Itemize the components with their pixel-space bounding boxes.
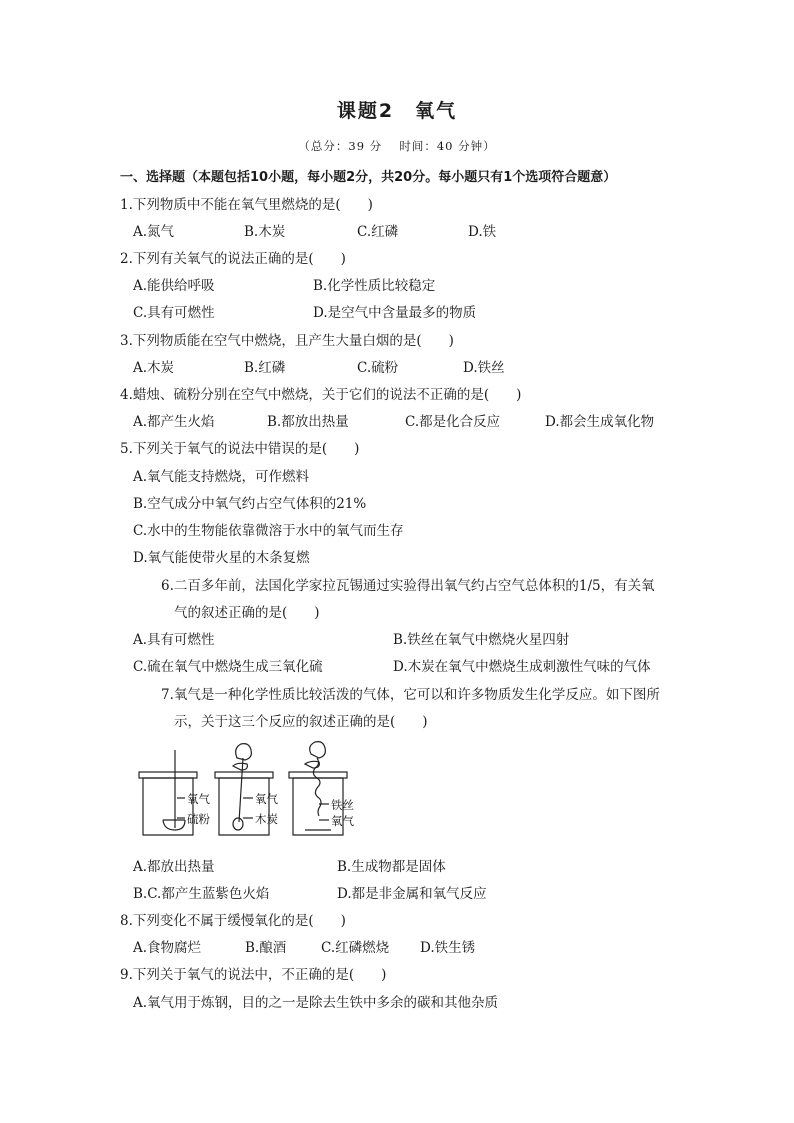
question-4-stem: 4.蜡烛、硫粉分别在空气中燃烧，关于它们的说法不正确的是( ) [120, 387, 522, 403]
question-2-option-b[interactable]: B.化学性质比较稳定 [313, 278, 436, 294]
question-1-option-c[interactable]: C.红磷 [357, 224, 399, 240]
question-1-option-d[interactable]: D.铁 [468, 224, 497, 240]
question-2-option-c[interactable]: C.具有可燃性 [133, 305, 215, 321]
question-8-option-a[interactable]: A.食物腐烂 [133, 940, 202, 956]
jar1-top-label: 氧气 [187, 792, 210, 806]
question-5-option-a[interactable]: A.氧气能支持燃烧，可作燃料 [133, 469, 310, 485]
question-6-option-d[interactable]: D.木炭在氧气中燃烧生成刺激性气味的气体 [393, 659, 651, 675]
question-6-option-b[interactable]: B.铁丝在氧气中燃烧火星四射 [393, 632, 570, 648]
question-5-option-c[interactable]: C.水中的生物能依靠微溶于水中的氧气而生存 [133, 523, 404, 539]
question-3-option-d[interactable]: D.铁丝 [463, 360, 505, 376]
question-8-option-d[interactable]: D.铁生锈 [420, 940, 476, 956]
jar3-bottom-label: 氧气 [331, 814, 354, 828]
question-1-stem: 1.下列物质中不能在氧气里燃烧的是( ) [120, 197, 373, 213]
question-4-option-a[interactable]: A.都产生火焰 [133, 414, 215, 430]
question-5-option-d[interactable]: D.氧气能使带火星的木条复燃 [133, 550, 310, 566]
section-heading: 一、选择题（本题包括10小题，每小题2分，共20分。每小题只有1个选项符合题意） [120, 170, 617, 185]
jar3-top-label: 铁丝 [331, 798, 354, 812]
question-5-option-b[interactable]: B.空气成分中氧气约占空气体积的21% [133, 496, 367, 512]
score-time-info: （总分：39 分 时间：40 分钟） [298, 139, 496, 153]
question-8-stem: 8.下列变化不属于缓慢氧化的是( ) [120, 913, 346, 929]
question-3-stem: 3.下列物质能在空气中燃烧，且产生大量白烟的是( ) [120, 333, 454, 349]
question-4-option-d[interactable]: D.都会生成氧化物 [545, 414, 655, 430]
question-4-option-c[interactable]: C.都是化合反应 [405, 414, 501, 430]
question-7-option-d[interactable]: D.都是非金属和氧气反应 [337, 886, 487, 902]
question-1-option-a[interactable]: A.氮气 [133, 224, 175, 240]
question-3-option-b[interactable]: B.红磷 [244, 360, 286, 376]
question-6-option-c[interactable]: C.硫在氧气中燃烧生成三氧化硫 [133, 659, 323, 675]
jar2-bottom-label: 木炭 [255, 812, 278, 826]
question-4-option-b[interactable]: B.都放出热量 [267, 414, 349, 430]
jar1-bottom-label: 硫粉 [187, 812, 210, 826]
question-3-option-a[interactable]: A.木炭 [133, 360, 175, 376]
question-9-option-a[interactable]: A.氧气用于炼钢，目的之一是除去生铁中多余的碳和其他杂质 [133, 995, 499, 1011]
question-7-stem-line2: 示，关于这三个反应的叙述正确的是( ) [174, 714, 428, 730]
question-2-option-a[interactable]: A.能供给呼吸 [133, 278, 215, 294]
jar2-top-label: 氧气 [255, 792, 278, 806]
question-3-option-c[interactable]: C.硫粉 [357, 360, 399, 376]
question-6-stem-line1: 6.二百多年前，法国化学家拉瓦锡通过实验得出氧气约占空气总体积的1/5，有关氧 [161, 578, 655, 594]
question-8-option-c[interactable]: C.红磷燃烧 [321, 940, 390, 956]
question-6-stem-line2: 气的叙述正确的是( ) [174, 605, 320, 621]
question-7-option-b[interactable]: B.生成物都是固体 [337, 859, 446, 875]
question-2-option-d[interactable]: D.是空气中含量最多的物质 [313, 305, 477, 321]
question-7-option-c[interactable]: B.C.都产生蓝紫色火焰 [133, 886, 270, 902]
combustion-jars-figure [133, 740, 373, 840]
question-5-stem: 5.下列关于氧气的说法中错误的是( ) [120, 441, 360, 457]
question-2-stem: 2.下列有关氧气的说法正确的是( ) [120, 251, 346, 267]
question-9-stem: 9.下列关于氧气的说法中，不正确的是( ) [120, 967, 387, 983]
question-1-option-b[interactable]: B.木炭 [244, 224, 286, 240]
question-7-option-a[interactable]: A.都放出热量 [133, 859, 215, 875]
question-8-option-b[interactable]: B.酿酒 [245, 940, 287, 956]
page-title: 课题2 氧气 [336, 100, 458, 122]
question-7-stem-line1: 7.氧气是一种化学性质比较活泼的气体，它可以和许多物质发生化学反应。如下图所 [161, 687, 660, 703]
question-6-option-a[interactable]: A.具有可燃性 [133, 632, 215, 648]
